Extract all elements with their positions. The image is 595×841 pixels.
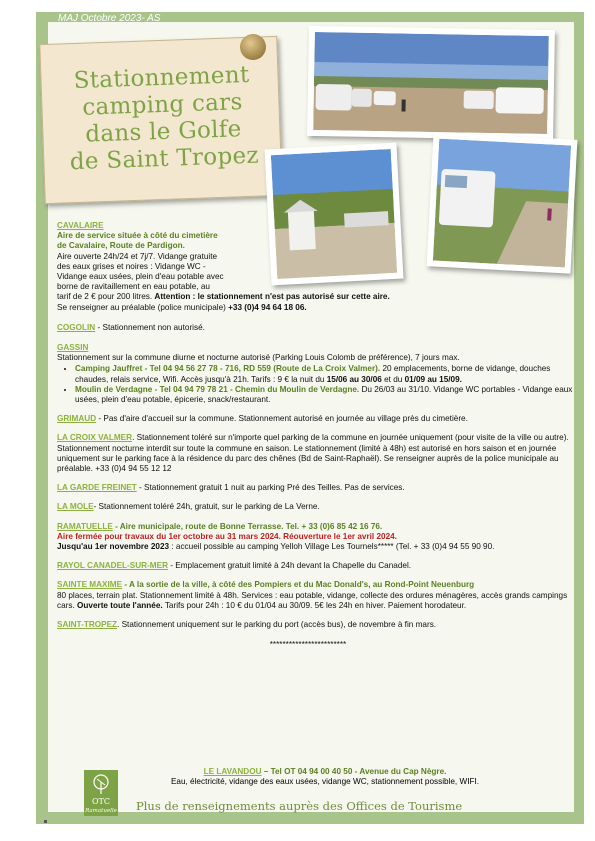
date-range: 15/06 au 30/06 — [326, 374, 382, 384]
commune-title: GRIMAUD — [57, 414, 97, 424]
text-run: Se renseigner au préalable (police municipale) — [57, 302, 229, 312]
closure-notice: Aire fermée pour travaux du 1er octobre au 31 mars 2024. Réouverture le 1er avril 2024. — [57, 531, 397, 541]
section-sainte-maxime — [57, 580, 579, 611]
footer-text: Plus de renseignements auprès des Offices de Tourisme — [136, 799, 463, 813]
date-range: 01/09 au 15/09. — [404, 374, 462, 384]
text-line: borne de ravitaillement en eau potable, au — [57, 282, 210, 292]
text-run: et du — [381, 374, 405, 384]
warning-text: Attention : le stationnement n'est pas autorisé sur cette aire. — [154, 292, 390, 302]
text-line: Vidange eaux usées, plein d'eau potable avec — [57, 272, 224, 282]
section-ramatuelle — [57, 522, 579, 553]
otc-ramatuelle-logo — [84, 770, 118, 816]
open-notice: Ouverte toute l'année. — [77, 600, 163, 610]
section-text: - Stationnement toléré 24h, gratuit, sur le parking de La Verne. — [93, 502, 320, 512]
section-text: - Stationnement non autorisé. — [95, 322, 205, 332]
date-text: Jusqu'au 1er novembre 2023 — [57, 542, 170, 552]
section-cavalaire — [57, 221, 295, 292]
page-mark — [44, 820, 47, 823]
title-line: de Saint Tropez — [69, 142, 260, 176]
section-grimaud — [57, 414, 579, 424]
text-line — [57, 292, 579, 302]
section-le-lavandou — [135, 767, 515, 787]
section-subtitle: - A la sortie de la ville, à côté des Pompiers et du Mac Donald's, au Rond-Point Neuenburg — [122, 580, 475, 590]
list-item — [75, 364, 579, 384]
commune-title: SAINTE MAXIME — [57, 580, 123, 590]
section-rayol-canadel — [57, 561, 579, 571]
section-la-garde-freinet — [57, 483, 579, 493]
text-run: 80 places, terrain plat. Stationnement limité à 48h. Services : eau potable, vidange, collecte des ordures ménagères, accès grands campings cars. — [57, 590, 568, 610]
logo-text: OTC — [91, 797, 111, 806]
section-subtitle: - Aire municipale, route de Bonne Terrasse. Tel. + 33 (0)6 85 42 16 76. — [112, 521, 383, 531]
section-text: - Pas d'aire d'accueil sur la commune. Stationnement autorisé en journée au village près du cimetière. — [96, 414, 468, 424]
commune-title: RAMATUELLE — [57, 521, 113, 531]
section-saint-tropez — [57, 620, 579, 630]
commune-title: GASSIN — [57, 343, 89, 353]
commune-title: LA MOLE — [57, 502, 94, 512]
commune-title: CAVALAIRE — [57, 221, 104, 230]
update-note: MAJ Octobre 2023- AS — [58, 13, 161, 24]
section-text: - Emplacement gratuit limité à 24h devant la Chapelle du Canadel. — [168, 561, 412, 571]
section-text: Stationnement sur la commune diurne et nocturne autorisé (Parking Louis Colomb de préférence), 7 jours max. — [57, 353, 460, 363]
text-line: des eaux grises et noires : Vidange WC - — [57, 261, 206, 271]
commune-title: SAINT-TROPEZ — [57, 620, 118, 630]
text-run: tarif de 2 € pour 200 litres. — [57, 292, 155, 302]
title-card — [39, 36, 282, 204]
page-title — [53, 61, 273, 176]
section-subtitle: Aire de service située à côté du cimetière — [57, 231, 218, 241]
section-la-mole — [57, 502, 579, 512]
title-line: Stationnement — [73, 61, 250, 95]
list-item — [75, 385, 579, 405]
camping-list — [57, 364, 579, 405]
section-subtitle: – Tel OT 04 94 00 40 50 - Avenue du Cap Nègre. — [261, 767, 447, 776]
commune-title: LA CROIX VALMER — [57, 433, 133, 443]
section-subtitle: de Cavalaire, Route de Pardigon. — [57, 241, 185, 251]
logo-text: Ramatuelle — [85, 808, 117, 814]
pushpin-icon — [240, 34, 266, 60]
section-text: Eau, électricité, vidange des eaux usées, vidange WC, stationnement possible, WIFI. — [170, 777, 480, 787]
camping-name: Moulin de Verdagne - Tel 04 94 79 78 21 - Chemin du Moulin de Verdagne. — [75, 384, 360, 394]
phone-number: +33 (0)4 94 64 18 06. — [228, 302, 307, 312]
title-line: dans le Golfe — [84, 116, 242, 148]
commune-title: RAYOL CANADEL-SUR-MER — [57, 561, 168, 571]
separator: ************************ — [269, 640, 347, 650]
text-run: Tarifs pour 24h : 10 € du 01/04 au 30/09. 5€ les 24h en hiver. Paiement horodateur. — [162, 600, 467, 610]
section-cogolin — [57, 323, 579, 333]
photo-camping-cars-parking — [307, 26, 555, 140]
section-gassin — [57, 343, 579, 405]
commune-title: LA GARDE FREINET — [57, 483, 137, 493]
text-line: Aire ouverte 24h/24 et 7j/7. Vidange gratuite — [57, 251, 218, 261]
text-run: : accueil possible au camping Yelloh Village Les Tournels***** (Tel. + 33 (0)4 94 55 90 90. — [169, 542, 495, 552]
section-text: - Stationnement gratuit 1 nuit au parking Pré des Teilles. Pas de services. — [136, 483, 405, 493]
text-run: 20 emplacements, borne de vidange, douches chaudes, relais service, Wifi. Accès jusqu'à 21h. Tarifs : 9 € la nuit du — [75, 364, 551, 384]
section-la-croix-valmer — [57, 433, 579, 474]
content-body — [57, 221, 579, 651]
section-text: . Stationnement toléré sur n'importe quel parking de la commune en journée uniquement (pour visite de la ville ou autre). Stationnement nocturne interdit sur toute la commune en saison. Le stationnement (limité à 48h) est autorisé en hors saison et en journée uniquement sur le parking face à la résidence du parc des chênes (Bd de Saint-Raphaël). Se renseigner auprès de la police municipale au préalable. +33 (0)4 94 55 12 12 — [57, 433, 569, 474]
commune-title: COGOLIN — [57, 322, 96, 332]
camping-name: Camping Jauffret - Tel 04 94 56 27 78 - 716, RD 559 (Route de La Croix Valmer). — [75, 364, 381, 374]
text-run: Du 26/03 au 31/10. Vidange WC portables - Vidange eaux usées, plein d'eau potable, épicerie, snack/restaurant. — [75, 384, 573, 405]
text-line — [57, 303, 579, 313]
title-line: camping cars — [81, 89, 244, 121]
section-text: . Stationnement uniquement sur le parking du port (accès bus), de novembre à fin mars. — [117, 620, 437, 630]
commune-title: LE LAVANDOU — [203, 767, 262, 776]
